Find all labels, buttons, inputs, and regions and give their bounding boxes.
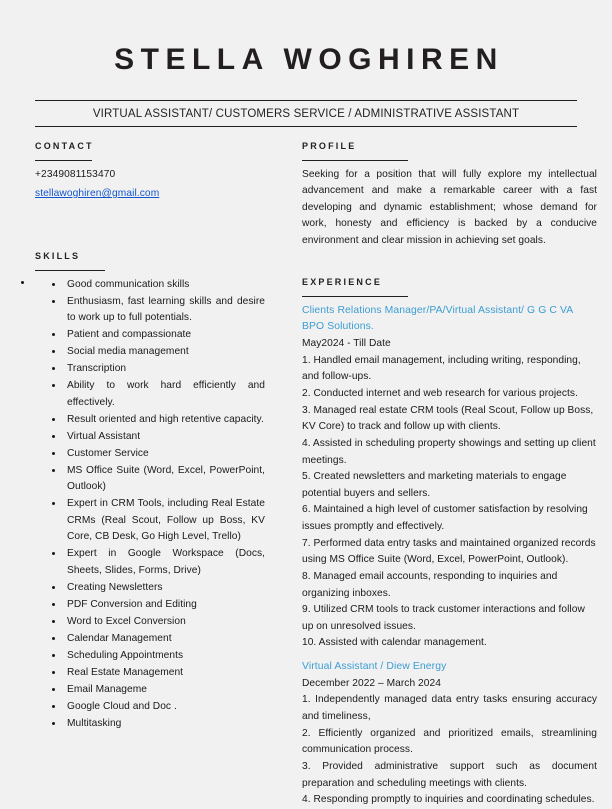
experience-section (302, 277, 597, 809)
profile-heading: PROFILE (302, 140, 357, 151)
contact-email-link[interactable]: stellawoghiren@gmail.com (35, 188, 160, 200)
job-duty-item: 10. Assisted with calendar management. (302, 637, 487, 649)
candidate-name: STELLA WOGHIREN (114, 43, 504, 76)
right-column-spacer (302, 250, 597, 277)
experience-job (302, 659, 597, 809)
experience-job (302, 303, 597, 652)
skills-section (35, 251, 283, 733)
job-duty-item: 1. Handled email management, including writing, responding, and follow-ups. (302, 354, 581, 383)
left-column-spacer (35, 203, 283, 251)
skills-list (35, 277, 283, 733)
job-title: Virtual Assistant / Diew Energy (302, 661, 447, 673)
contact-heading-rule (35, 160, 92, 161)
contact-heading: CONTACT (35, 140, 94, 151)
right-column (283, 141, 597, 809)
profile-heading-rule (302, 160, 408, 161)
skill-item: Transcription (35, 361, 283, 378)
contact-section (35, 141, 283, 203)
left-column (15, 141, 283, 733)
job-title: Clients Relations Manager/PA/Virtual Assistant/ G G C VA BPO Solutions. (302, 304, 573, 333)
skill-item: Calendar Management (35, 631, 283, 648)
job-duty-item: 2. Efficiently organized and prioritized emails, streamlining communication process. (302, 727, 597, 756)
skill-item: Patient and compassionate (35, 327, 283, 344)
skill-item: Email Manageme (35, 682, 283, 699)
job-duty-item: 9. Utilized CRM tools to track customer interactions and follow up on unresolved issues. (302, 604, 585, 632)
skill-item: Multitasking (35, 716, 283, 733)
stray-bullet-icon (21, 281, 24, 284)
job-duty-item: 6. Maintained a high level of customer satisfaction by resolving issues promptly and effectively. (302, 504, 588, 533)
skill-item: PDF Conversion and Editing (35, 597, 283, 614)
profile-section (302, 141, 597, 250)
skill-item: Customer Service (35, 446, 283, 463)
resume-header (0, 0, 612, 127)
skill-item: Real Estate Management (35, 665, 283, 682)
job-dates: May2024 - Till Date (302, 338, 391, 350)
skill-item: Social media management (35, 344, 283, 361)
job-duty-item: 7. Performed data entry tasks and maintained organized records using MS Office Suite (Word, Excel, PowerPoint, Outlook). (302, 537, 596, 566)
skill-item: Creating Newsletters (35, 580, 283, 597)
skill-item: Enthusiasm, fast learning skills and desire to work up to full potentials. (35, 294, 283, 327)
skills-list-wrapper (35, 277, 283, 733)
job-duty-list (302, 692, 597, 808)
job-duty-item: 3. Managed real estate CRM tools (Real Scout, Follow up Boss, KV Core) to track and follow up with clients. (302, 404, 594, 433)
skill-item: Expert in CRM Tools, including Real Estate CRMs (Real Scout, Follow up Boss, KV Core, CB Desk, Go High Level, Trello) (35, 496, 283, 546)
skill-item: MS Office Suite (Word, Excel, PowerPoint, Outlook) (35, 463, 283, 496)
skill-item: Scheduling Appointments (35, 648, 283, 665)
skills-heading-rule (35, 270, 105, 271)
skill-item: Result oriented and high retentive capacity. (35, 412, 283, 429)
resume-body (0, 141, 612, 809)
job-duty-item: 1. Independently managed data entry tasks ensuring accuracy and timeliness, (302, 694, 597, 723)
job-duty-item: 2. Conducted internet and web research for various projects. (302, 388, 578, 400)
skill-item: Google Cloud and Doc . (35, 699, 283, 716)
skill-item: Expert in Google Workspace (Docs, Sheets, Slides, Forms, Drive) (35, 546, 283, 579)
experience-heading-rule (302, 296, 408, 297)
skill-item: Ability to work hard efficiently and effectively. (35, 378, 283, 411)
job-duty-item: 4. Responding promptly to inquiries and coordinating schedules. (302, 794, 595, 806)
skill-item: Virtual Assistant (35, 429, 283, 446)
job-duty-list (302, 353, 597, 652)
skill-item: Word to Excel Conversion (35, 614, 283, 631)
header-divider-bottom (35, 126, 577, 127)
job-duty-item: 4. Assisted in scheduling property showings and setting up client meetings. (302, 437, 596, 466)
experience-job-list (302, 303, 597, 809)
contact-phone: +2349081153470 (35, 168, 116, 180)
candidate-headline: VIRTUAL ASSISTANT/ CUSTOMERS SERVICE / ADMINISTRATIVE ASSISTANT (92, 107, 520, 120)
skill-item: Good communication skills (35, 277, 283, 294)
experience-heading: EXPERIENCE (302, 276, 383, 287)
skills-heading: SKILLS (35, 250, 81, 261)
job-duty-item: 8. Managed email accounts, responding to inquiries and organizing inboxes. (302, 570, 558, 599)
profile-text: Seeking for a position that will fully explore my intellectual advancement and make a remarkable career with a fast developing and dynamic establishment; whose demand for work, honesty and efficiency is backed by a conducive environment and clear mission in achieving set goals. (302, 168, 597, 246)
job-duty-item: 3. Provided administrative support such as document preparation and scheduling meetings with clients. (302, 760, 597, 789)
job-dates: December 2022 – March 2024 (302, 677, 441, 689)
job-duty-item: 5. Created newsletters and marketing materials to engage potential buyers and sellers. (302, 471, 567, 499)
